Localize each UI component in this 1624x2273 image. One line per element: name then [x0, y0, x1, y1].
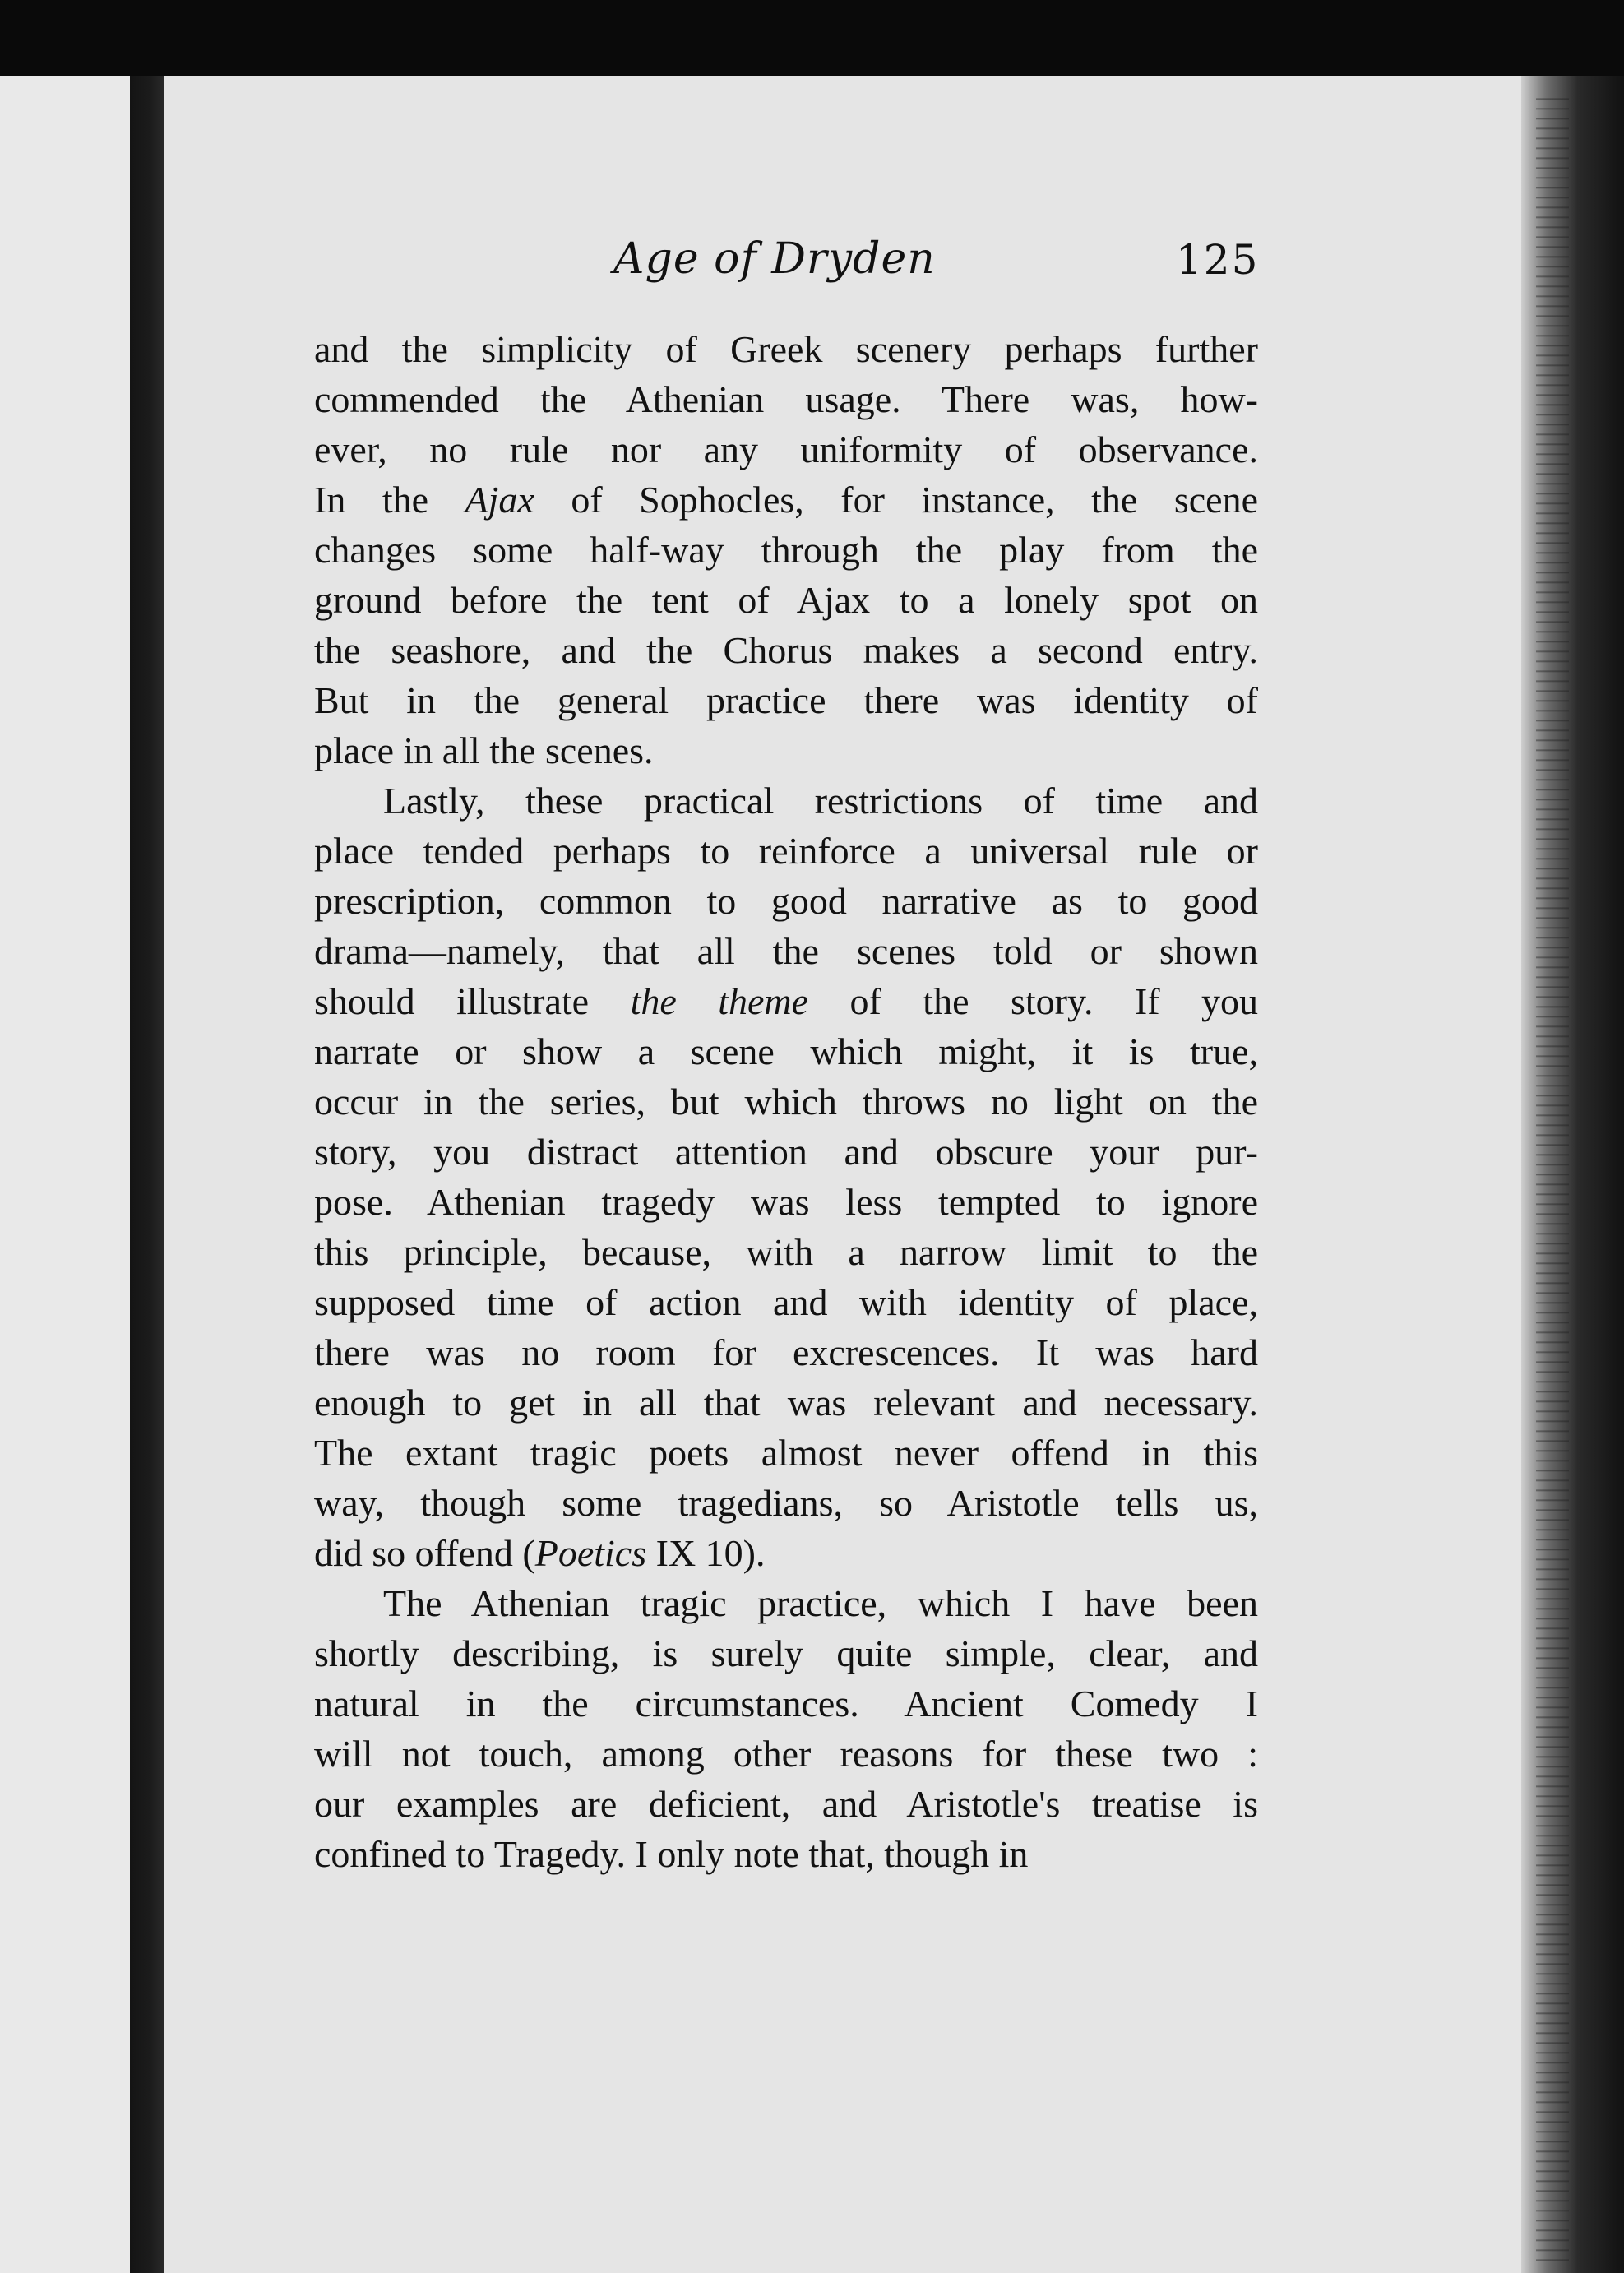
- text-line: there was no room for excrescences. It was hard: [314, 1331, 1258, 1373]
- text-line: supposed time of action and with identity of place,: [314, 1281, 1258, 1323]
- italic-text: Poetics: [534, 1532, 647, 1574]
- page-number: 125: [1176, 236, 1260, 284]
- text-line: will not touch, among other reasons for these two :: [314, 1733, 1258, 1775]
- text-line: Lastly, these practical restrictions of time and: [383, 780, 1258, 822]
- running-head-title: Age of Dryden: [613, 234, 936, 284]
- text-line: pose. Athenian tragedy was less tempted to ignore: [314, 1181, 1258, 1223]
- page-stack-edge: [1536, 90, 1569, 2261]
- text-line: But in the general practice there was identity of: [314, 679, 1258, 721]
- text-line: ground before the tent of Ajax to a lonely spot on: [314, 579, 1258, 621]
- text-line: did so offend (Poetics IX 10).: [314, 1532, 766, 1574]
- text-line: The extant tragic poets almost never offend in this: [314, 1432, 1258, 1474]
- text-line: commended the Athenian usage. There was, how-: [314, 378, 1258, 420]
- text-line: prescription, common to good narrative as to good: [314, 880, 1258, 922]
- text-line: should illustrate the theme of the story. If you: [314, 980, 1259, 1022]
- text-line: ever, no rule nor any uniformity of observance.: [314, 428, 1258, 470]
- text-line: this principle, because, with a narrow limit to the: [314, 1231, 1258, 1273]
- italic-text: the theme: [630, 980, 809, 1022]
- text-line: changes some half-way through the play from the: [314, 529, 1258, 571]
- text-line: our examples are deficient, and Aristotle's treatise is: [314, 1783, 1258, 1825]
- text-line: enough to get in all that was relevant and necessary.: [314, 1382, 1258, 1424]
- italic-text: Ajax: [465, 479, 534, 521]
- text-line: way, though some tragedians, so Aristotle tells us,: [314, 1482, 1258, 1524]
- text-line: narrate or show a scene which might, it is true,: [314, 1030, 1258, 1072]
- text-line: drama—namely, that all the scenes told or shown: [314, 930, 1258, 972]
- text-line: and the simplicity of Greek scenery perhaps further: [314, 328, 1258, 370]
- text-line: story, you distract attention and obscure your pur-: [314, 1131, 1258, 1173]
- text-line: the seashore, and the Chorus makes a second entry.: [314, 629, 1258, 671]
- book-gutter: [130, 76, 164, 2273]
- facing-page-edge: [0, 76, 130, 2273]
- text-line: natural in the circumstances. Ancient Comedy I: [314, 1683, 1258, 1724]
- paragraph: [314, 324, 1258, 775]
- body-text: [314, 324, 1258, 1879]
- text-line: place tended perhaps to reinforce a universal rule or: [314, 830, 1258, 872]
- text-line: The Athenian tragic practice, which I have been: [383, 1582, 1258, 1624]
- paragraph: [314, 775, 1258, 1578]
- text-line: In the Ajax of Sophocles, for instance, the scene: [314, 479, 1258, 521]
- text-line: place in all the scenes.: [314, 729, 654, 771]
- paragraph: [314, 1578, 1258, 1879]
- text-line: confined to Tragedy. I only note that, though in: [314, 1833, 1029, 1875]
- text-line: occur in the series, but which throws no light on the: [314, 1081, 1258, 1123]
- text-line: shortly describing, is surely quite simple, clear, and: [314, 1632, 1258, 1674]
- running-head: [164, 234, 1521, 300]
